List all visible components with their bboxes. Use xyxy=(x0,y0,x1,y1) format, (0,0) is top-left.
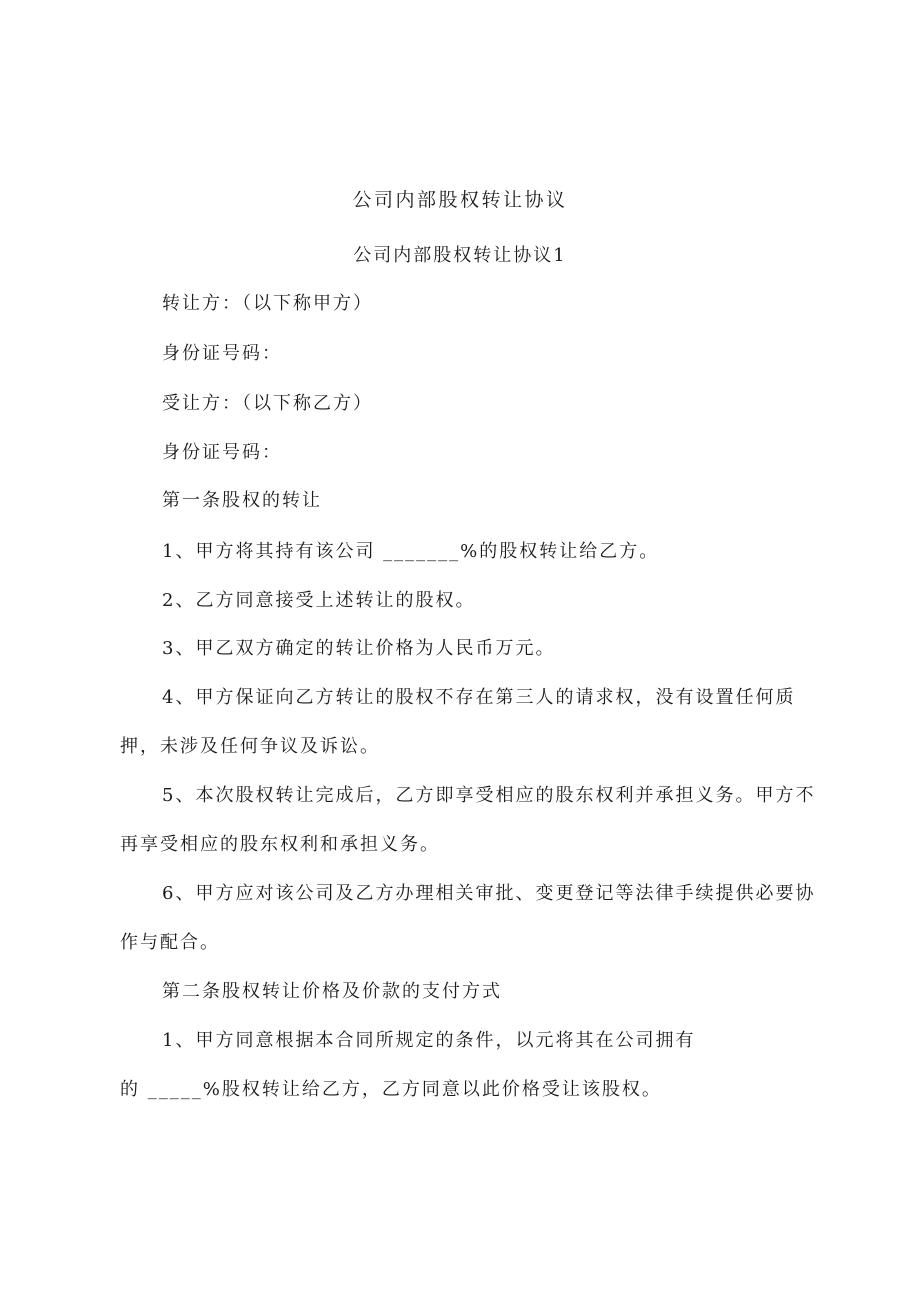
paragraph-transferor-id: 身份证号码： xyxy=(162,343,282,364)
paragraph-transferor: 转让方：（以下称甲方） xyxy=(162,293,373,314)
clause-1-5-line1: 5、本次股权转让完成后，乙方即享受相应的股东权利并承担义务。甲方不 xyxy=(162,785,816,806)
clause-1-4-line1: 4、甲方保证向乙方转让的股权不存在第三人的请求权，没有设置任何质 xyxy=(162,687,796,708)
clause-1-6-line1: 6、甲方应对该公司及乙方办理相关审批、变更登记等法律手续提供必要协 xyxy=(162,883,816,904)
clause-1-3: 3、甲乙双方确定的转让价格为人民币万元。 xyxy=(162,638,556,659)
paragraph-transferee-id: 身份证号码： xyxy=(162,442,282,463)
section-heading-2: 第二条股权转让价格及价款的支付方式 xyxy=(162,981,502,1002)
clause-1-2: 2、乙方同意接受上述转让的股权。 xyxy=(162,590,476,611)
document-title: 公司内部股权转让协议 xyxy=(352,189,568,211)
clause-1-5-line2: 再享受相应的股东权利和承担义务。 xyxy=(120,834,440,855)
clause-2-1-line1: 1、甲方同意根据本合同所规定的条件，以元将其在公司拥有 xyxy=(162,1030,696,1051)
clause-2-1-line2: 的 _____%股权转让给乙方，乙方同意以此价格受让该股权。 xyxy=(120,1079,662,1100)
paragraph-transferee: 受让方：（以下称乙方） xyxy=(162,393,373,414)
clause-1-6-line2: 作与配合。 xyxy=(120,932,220,953)
document-subtitle: 公司内部股权转让协议1 xyxy=(353,245,567,266)
clause-1-1: 1、甲方将其持有该公司 _______%的股权转让给乙方。 xyxy=(162,541,660,562)
section-heading-1: 第一条股权的转让 xyxy=(162,490,322,511)
clause-1-4-line2: 押，未涉及任何争议及诉讼。 xyxy=(120,736,380,757)
